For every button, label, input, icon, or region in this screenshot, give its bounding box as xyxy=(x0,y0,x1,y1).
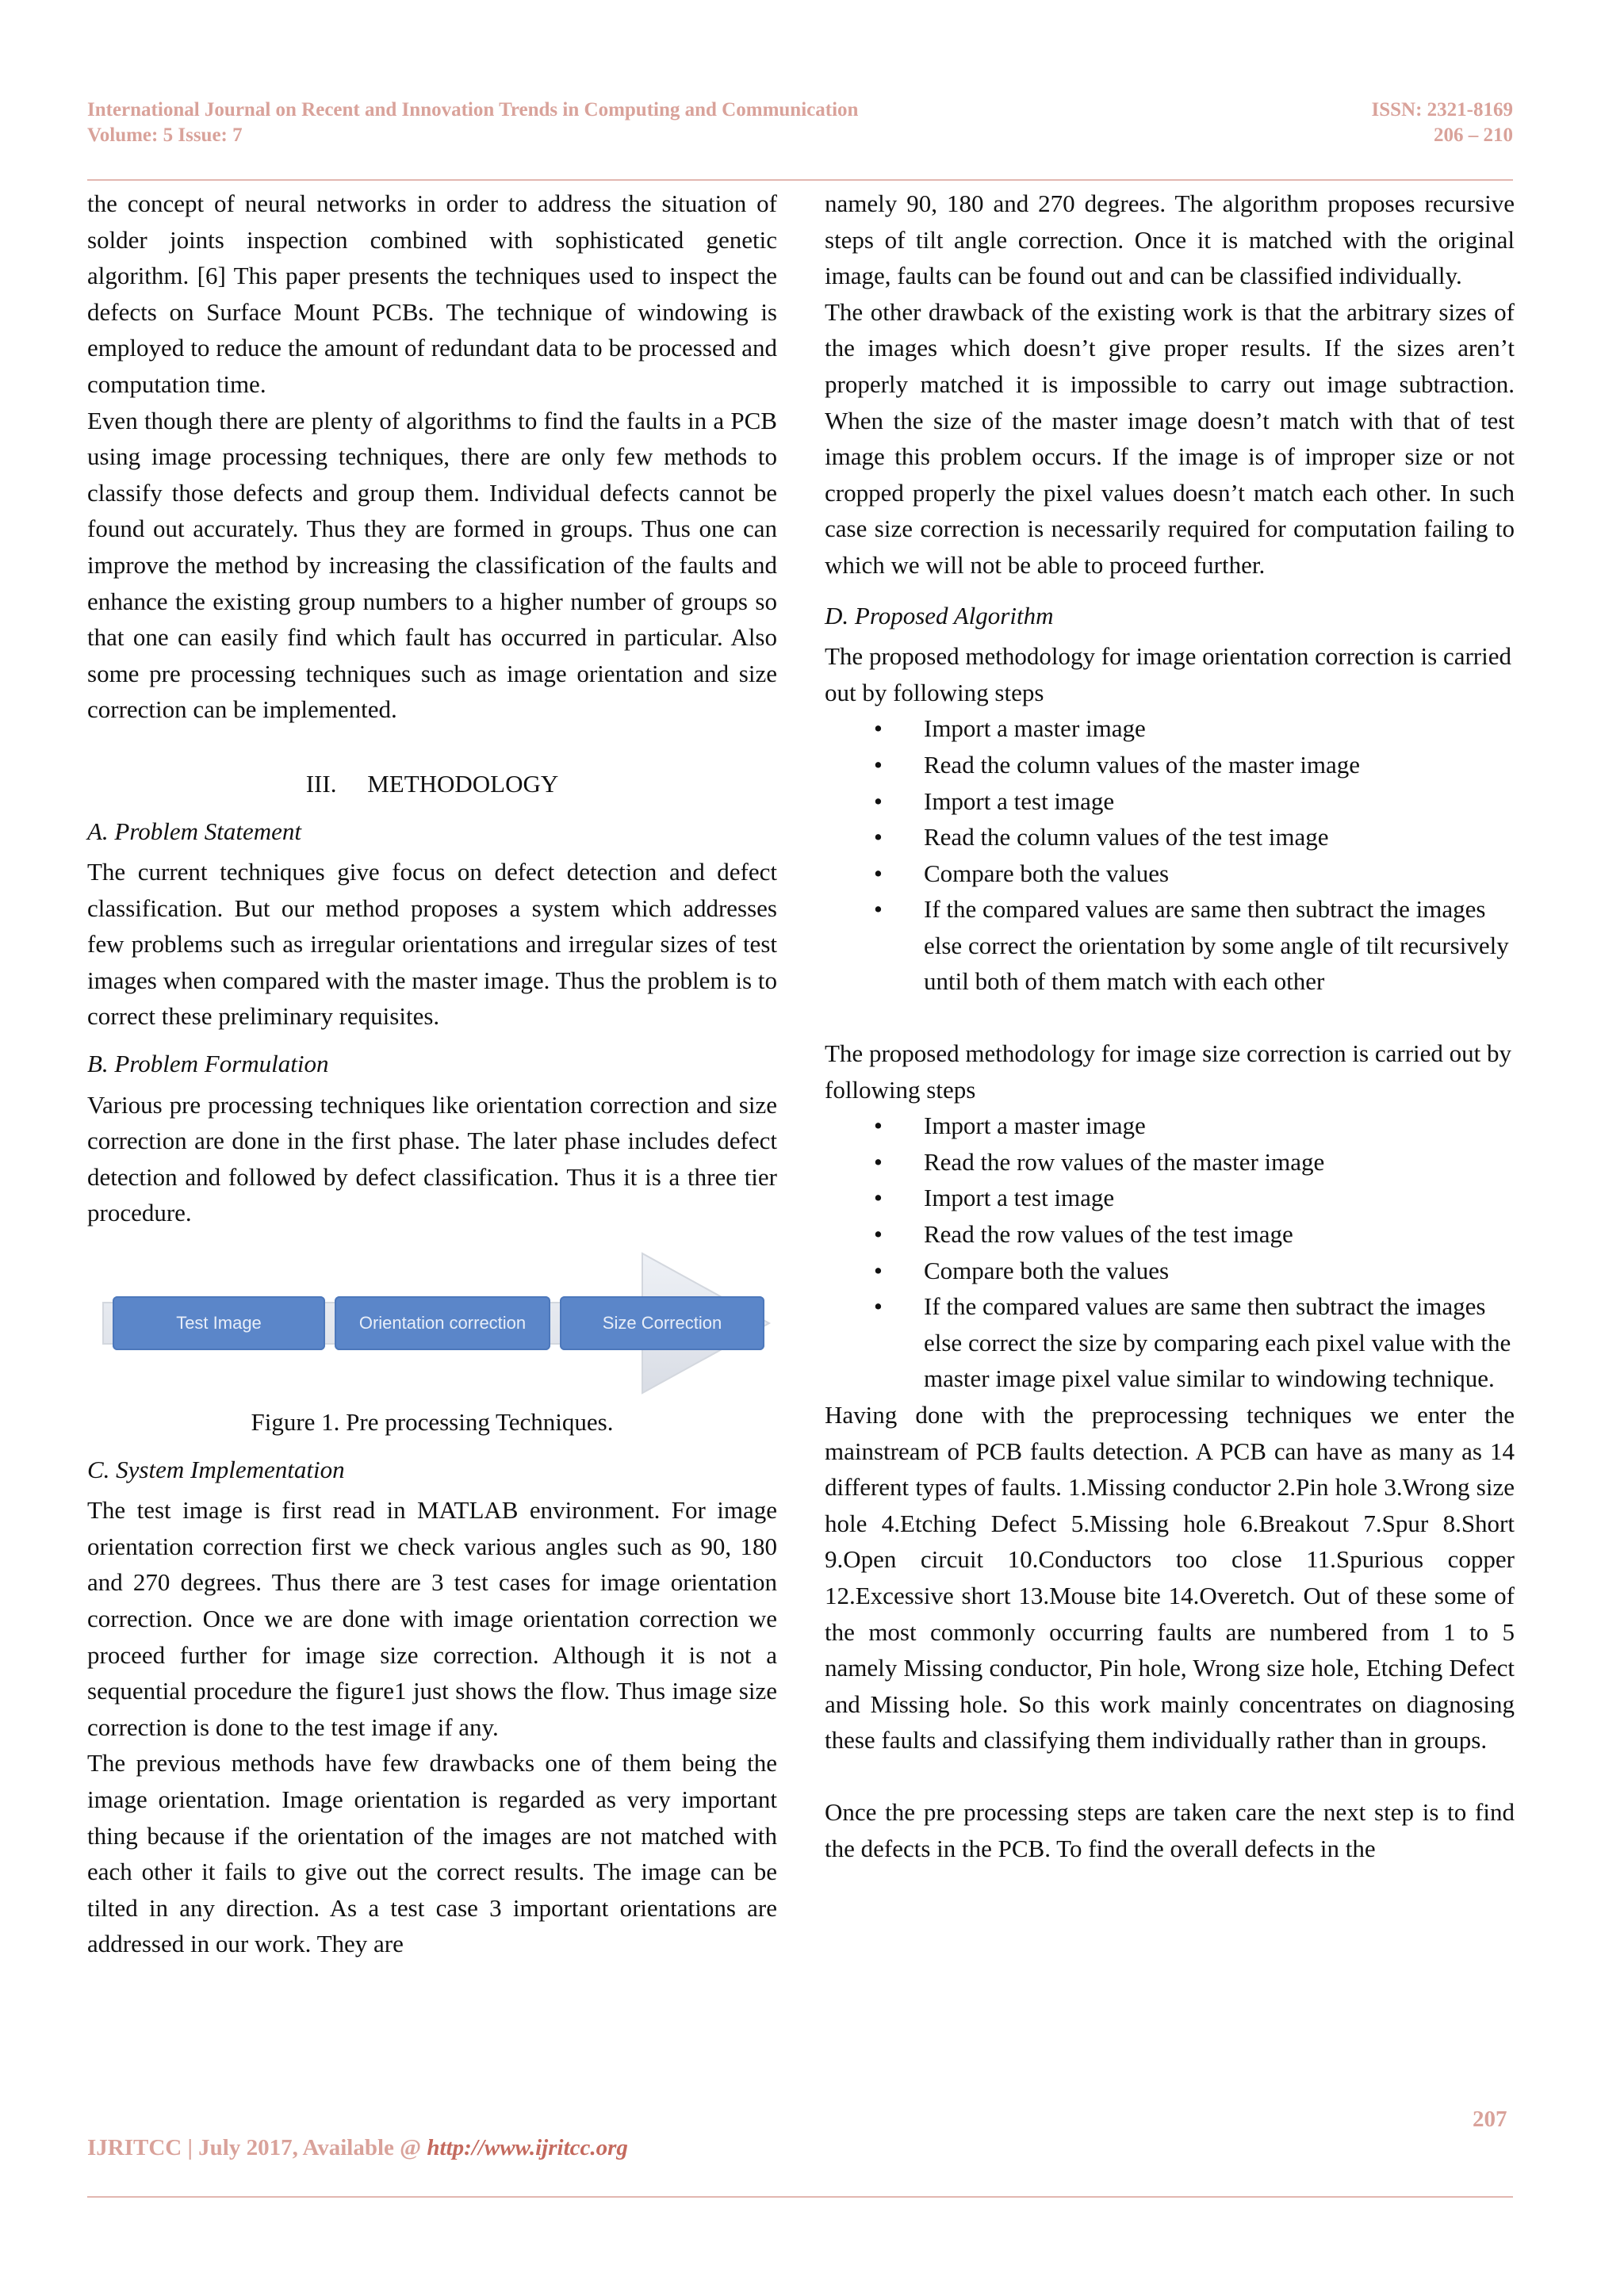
footer-text: IJRITCC | July 2017, Available @ xyxy=(87,2135,427,2160)
footer xyxy=(87,2135,628,2161)
subsection-heading: B. Problem Formulation xyxy=(87,1050,329,1078)
box-size-correction: Size Correction xyxy=(560,1296,764,1350)
paragraph: The current techniques give focus on defect detection and defect classification. But our method proposes a system which addresses few problems such as irregular orientations and irregular sizes of test images when compared with the master image. Thus the problem is to correct these preliminary requisites. xyxy=(87,858,777,1031)
page-number: 207 xyxy=(1473,2107,1507,2132)
left-column xyxy=(87,186,777,1962)
figure-caption: Figure 1. Pre processing Techniques. xyxy=(251,1408,614,1437)
volume-issue: Volume: 5 Issue: 7 xyxy=(87,124,243,146)
list-item: • Import a master image xyxy=(874,714,1146,743)
paragraph: The previous methods have few drawbacks one of them being the image orientation. Image orientation is regarded as very important thing because if the orientation of the images are not matched with each other it fails to give out the correct results. The image can be tilted in any direction. As a test case 3 important orientations are addressed in our work. They are xyxy=(87,1749,777,1958)
subsection-heading: C. System Implementation xyxy=(87,1455,345,1483)
paragraph: Various pre processing techniques like orientation correction and size correction are done in the first phase. The later phase includes defect detection and followed by defect classification. Thus it is a three tier procedure. xyxy=(87,1090,777,1227)
list-item: • Read the row values of the master image xyxy=(874,1147,1325,1176)
paragraph: Having done with the preprocessing techniques we enter the mainstream of PCB faults detection. A PCB can have as many as 14 different types of faults. 1.Missing conductor 2.Pin hole 3.Wrong size hole 4.Etching Defect 5.Missing hole 6.Breakout 7.Spur 8.Short 9.Open circuit 10.Conductors too close 11.Spurious copper 12.Excessive short 13.Mouse bite 14.Overetch. Out of these some of the most commonly occurring faults are numbered from 1 to 5 namely Missing conductor, Pin hole, Wrong size hole, Etching Defect and Missing hole. So this work mainly concentrates on diagnosing these faults and classifying them individually rather than in groups. xyxy=(825,1401,1515,1755)
list-item: • Import a test image xyxy=(874,1184,1115,1212)
list-item: • Compare both the values xyxy=(874,859,1170,887)
paragraph: The proposed methodology for image size correction is carried out by following steps xyxy=(825,1039,1512,1104)
paragraph: the concept of neural networks in order to address the situation of solder joints inspection combined with sophisticated genetic algorithm. [6] This paper presents the techniques used to inspect the defects on Surface Mount PCBs. The technique of windowing is employed to reduce the amount of redundant data to be processed and computation time. xyxy=(87,189,777,398)
list-item: • Read the column values of the test image xyxy=(874,823,1329,851)
issn: ISSN: 2321-8169 xyxy=(1371,99,1513,121)
paragraph: The other drawback of the existing work is that the arbitrary sizes of the images which doesn’t give proper results. If the sizes aren’t properly matched it is impossible to carry out image subtraction. When the size of the master image doesn’t match with that of test image this problem occurs. If the image is of improper size or not cropped properly the pixel values doesn’t match each other. In such case size correction is necessarily required for computation failing to which we will not be able to proceed further. xyxy=(825,297,1515,579)
list-item: • If the compared values are same then subtract the images else correct the size by comparing each pixel value with the master image pixel value similar to windowing technique. xyxy=(874,1292,1511,1393)
page-range: 206 – 210 xyxy=(1434,124,1513,146)
list-item: • Import a test image xyxy=(874,786,1115,815)
list-item: • Read the row values of the test image xyxy=(874,1220,1293,1249)
list-item: • If the compared values are same then subtract the images else correct the orientation by some angle of tilt recursively until both of them match with each other xyxy=(874,895,1509,996)
running-header xyxy=(87,98,1513,148)
paragraph: Even though there are plenty of algorithms to find the faults in a PCB using image processing techniques, there are only few methods to classify those defects and group them. Individual defects cannot be found out accurately. Thus they are formed in groups. Thus one can improve the method by increasing the classification of the faults and enhance the existing group numbers to a higher number of groups so that one can easily find which fault has occurred in particular. Also some pre processing techniques such as image orientation and size correction can be implemented. xyxy=(87,406,777,724)
paragraph: Once the pre processing steps are taken care the next step is to find the defects in the PCB. To find the overall defects in the xyxy=(825,1797,1515,1862)
header-rule xyxy=(87,179,1513,181)
subsection-heading: A. Problem Statement xyxy=(87,817,302,845)
list-item: • Compare both the values xyxy=(874,1256,1170,1284)
list-item: • Import a master image xyxy=(874,1112,1146,1140)
box-orientation-correction: Orientation correction xyxy=(335,1296,550,1350)
footer-rule xyxy=(87,2196,1513,2198)
journal-link[interactable]: http://www.ijritcc.org xyxy=(427,2135,628,2160)
right-column xyxy=(825,186,1515,1866)
subsection-heading: D. Proposed Algorithm xyxy=(825,601,1054,629)
section-heading: III. METHODOLOGY xyxy=(305,769,559,798)
size-steps-list xyxy=(825,1108,1515,1397)
box-test-image: Test Image xyxy=(113,1296,325,1350)
orientation-steps-list xyxy=(825,710,1515,1000)
figure-1 xyxy=(87,1247,777,1398)
paragraph: namely 90, 180 and 270 degrees. The algorithm proposes recursive steps of tilt angle correction. Once it is matched with the original image, faults can be found out and can be classified individually. xyxy=(825,189,1515,290)
journal-title: International Journal on Recent and Innovation Trends in Computing and Communication xyxy=(87,99,859,121)
paragraph: The test image is first read in MATLAB environment. For image orientation correction first we check various angles such as 90, 180 and 270 degrees. Thus there are 3 test cases for image orientation correction. Once we are done with image orientation correction we proceed further for image size correction. Although it is not a sequential procedure the figure1 just shows the flow. Thus image size correction is done to the test image if any. xyxy=(87,1496,777,1741)
paragraph: The proposed methodology for image orientation correction is carried out by following steps xyxy=(825,642,1511,706)
list-item: • Read the column values of the master image xyxy=(874,750,1361,779)
